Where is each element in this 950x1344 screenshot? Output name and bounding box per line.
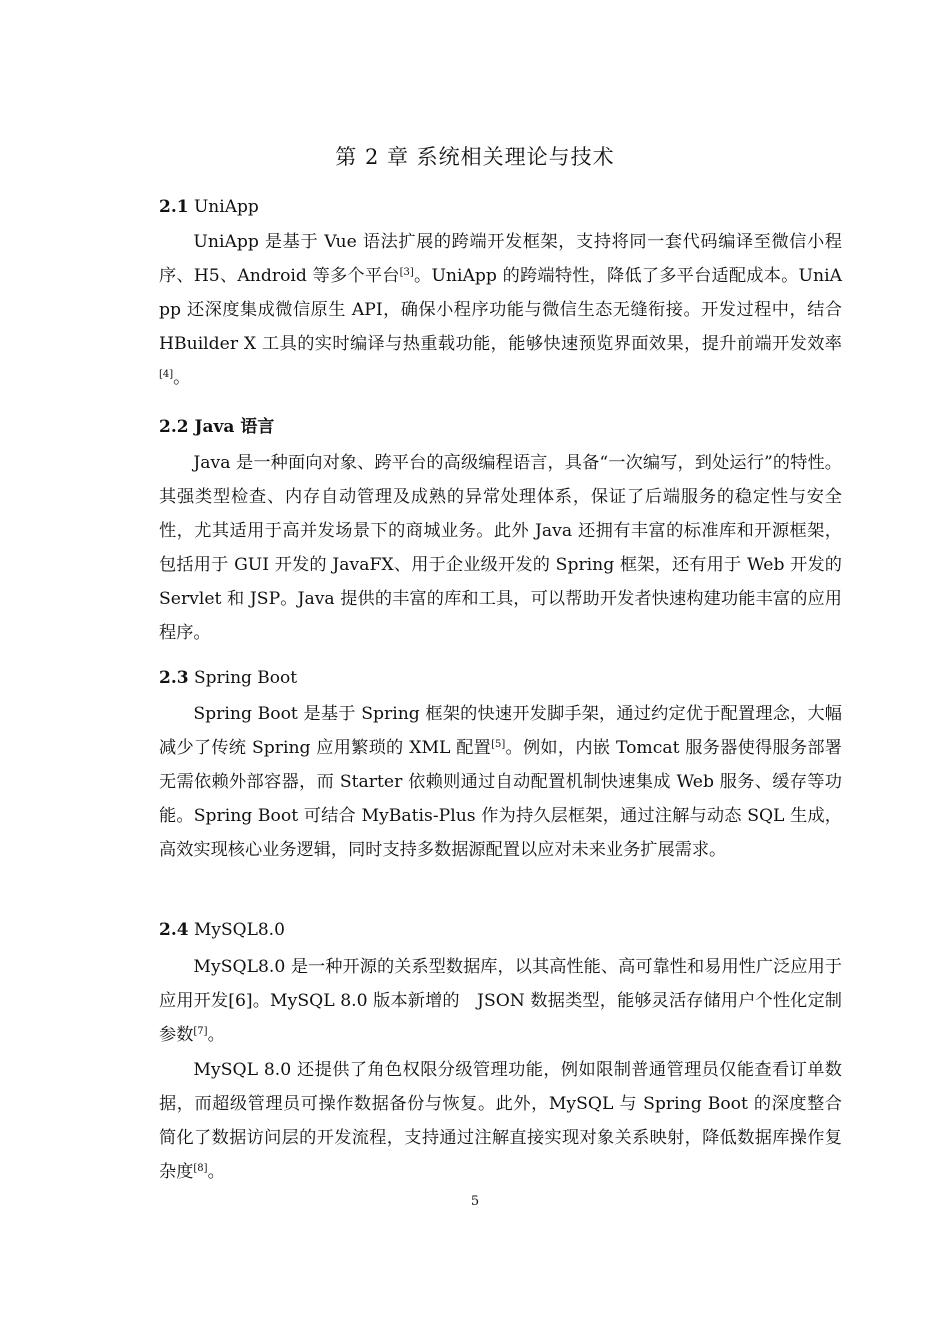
citation: [4] [159, 369, 174, 380]
paragraph-text: MySQL8.0 是一种开源的关系型数据库，以其高性能、高可靠性和易用性广泛应用于应用开发[6]。MySQL 8.0 版本新增的 JSON 数据类型，能够灵活存储用户个性化定制参数 [159, 957, 842, 1045]
paragraph-text: 。 [207, 1025, 225, 1045]
paragraph-spring-boot [159, 697, 842, 867]
paragraph-text: MySQL 8.0 还提供了角色权限分级管理功能，例如限制普通管理员仅能查看订单数据，而超级管理员可操作数据备份与恢复。此外，MySQL 与 Spring Boot 的深度整合简化了数据访问层的开发流程，支持通过注解直接实现对象关系映射，降低数据库操作复杂度 [159, 1060, 842, 1182]
section-title: Java 语言 [188, 417, 275, 437]
paragraph-mysql-1 [159, 950, 842, 1052]
paragraph-uniapp [159, 225, 860, 395]
citation: [5] [491, 739, 506, 750]
section-heading-2-1 [159, 194, 259, 220]
section-number: 2.3 [159, 668, 189, 688]
section-heading-2-2 [159, 414, 274, 440]
section-number: 2.4 [159, 920, 189, 940]
paragraph-text: 。例如，内嵌 Tomcat 服务器使得服务部署无需依赖外部容器，而 Starter 依赖则通过自动配置机制快速集成 Web 服务、缓存等功能。Spring Boot 可结合 MyBatis-Plus 作为持久层框架，通过注解与动态 SQL 生成，高效实现核心业务逻辑，同时支持多数据源配置以应对未来业务扩展需求。 [159, 738, 842, 860]
paragraph-mysql-2 [159, 1053, 842, 1189]
section-heading-2-4 [159, 917, 285, 943]
page-number: 5 [470, 1194, 480, 1209]
section-number: 2.2 [159, 417, 189, 437]
section-title: Spring Boot [188, 668, 298, 688]
paragraph-text: Spring Boot 是基于 Spring 框架的快速开发脚手架，通过约定优于配置理念，大幅减少了传统 Spring 应用繁琐的 XML 配置 [159, 704, 842, 758]
paragraph-text: UniApp 是基于 Vue 语法扩展的跨端开发框架，支持将同一套代码编译至微信小程序、H5、Android 等多个平台 [159, 232, 842, 286]
paragraph-text: Java 是一种面向对象、跨平台的高级编程语言，具备“一次编写，到处运行”的特性。其强类型检查、内存自动管理及成熟的异常处理体系，保证了后端服务的稳定性与安全性，尤其适用于高并发场景下的商城业务。此外 Java 还拥有丰富的标准库和开源框架，包括用于 GUI 开发的 JavaFX、用于企业级开发的 Spring 框架，还有用于 Web 开发的 Servlet 和 JSP。Java 提供的丰富的库和工具，可以帮助开发者快速构建功能丰富的应用程序。 [159, 453, 842, 643]
paragraph-text: 。 [173, 368, 191, 388]
paragraph-text: 。UniApp 的跨端特性，降低了多平台适配成本。UniApp 还深度集成微信原生 API，确保小程序功能与微信生态无缝衔接。开发过程中，结合 HBuilder X 工具的实时编译与热重载功能，能够快速预览界面效果，提升前端开发效率 [159, 266, 860, 354]
citation: [8] [193, 1163, 208, 1174]
paragraph-java [159, 446, 842, 650]
section-title: MySQL8.0 [188, 920, 285, 940]
paragraph-text: 。 [207, 1162, 225, 1182]
section-number: 2.1 [159, 197, 189, 217]
citation: [3] [399, 267, 414, 278]
section-title: UniApp [188, 197, 259, 217]
citation: [7] [193, 1026, 208, 1037]
section-heading-2-3 [159, 665, 297, 691]
chapter-title: 第 2 章 系统相关理论与技术 [335, 145, 615, 169]
